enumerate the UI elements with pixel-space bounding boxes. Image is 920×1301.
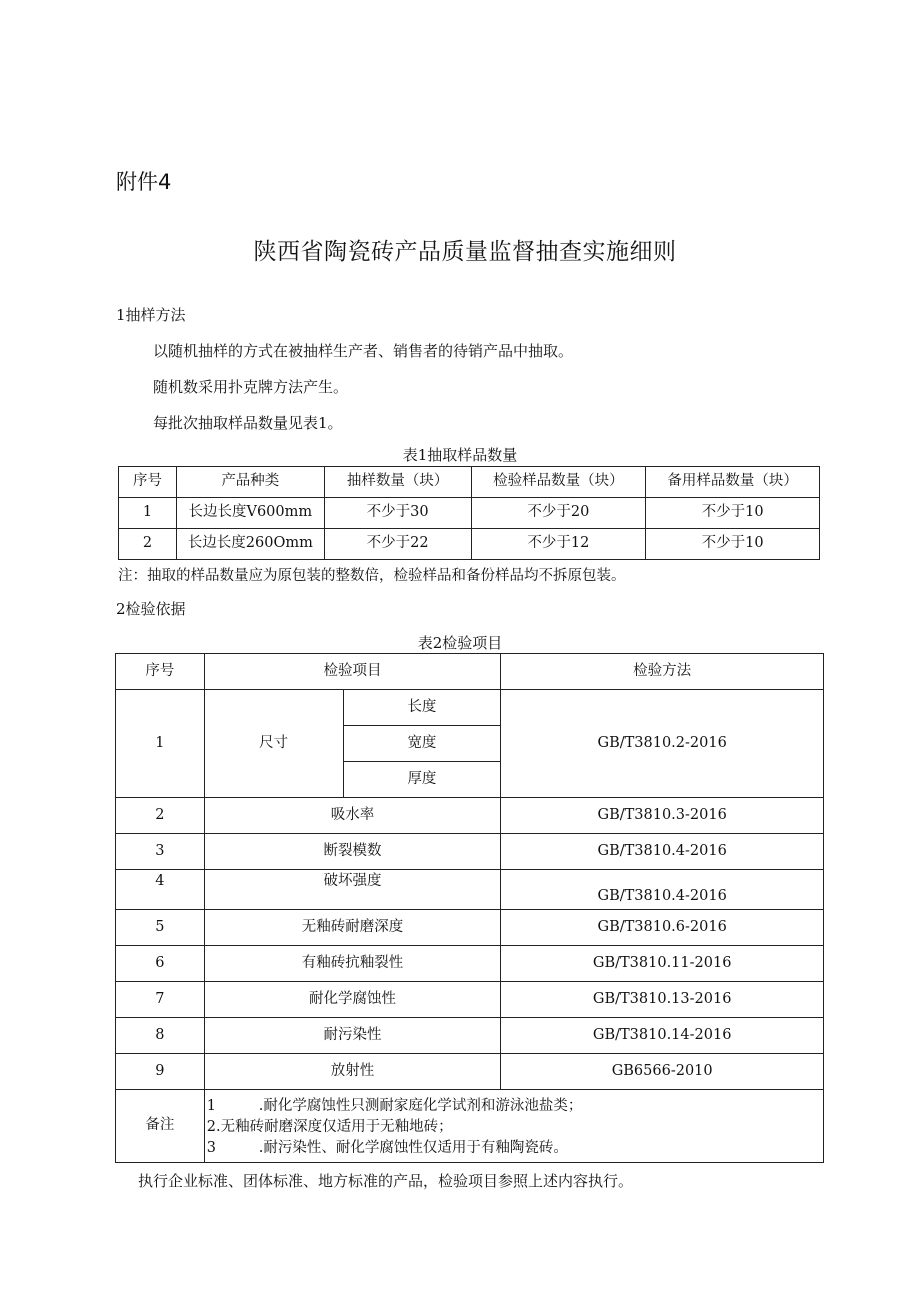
table-cell: 耐污染性 bbox=[204, 1018, 501, 1054]
table-row bbox=[116, 910, 824, 946]
remark-line bbox=[207, 1096, 823, 1117]
table-row bbox=[119, 529, 820, 560]
remark-text: .耐化学腐蚀性只测耐家庭化学试剂和游泳池盐类； bbox=[258, 1097, 583, 1114]
remark-line bbox=[207, 1138, 823, 1159]
table-cell: GB/T3810.11-2016 bbox=[501, 946, 824, 982]
table-row bbox=[116, 1054, 824, 1090]
table-cell: 不少于10 bbox=[646, 498, 820, 529]
table-cell: 不少于22 bbox=[324, 529, 471, 560]
table-cell: 1 bbox=[116, 690, 205, 798]
table-cell: 8 bbox=[116, 1018, 205, 1054]
table-cell: 不少于20 bbox=[471, 498, 646, 529]
table-cell: GB/T3810.4-2016 bbox=[501, 870, 824, 910]
table-cell: 长度 bbox=[343, 690, 501, 726]
header-cell: 产品种类 bbox=[176, 467, 324, 498]
remarks-label: 备注 bbox=[116, 1090, 205, 1163]
header-cell: 序号 bbox=[119, 467, 177, 498]
table-header-row bbox=[116, 654, 824, 690]
header-cell: 检验项目 bbox=[204, 654, 501, 690]
table-row bbox=[116, 834, 824, 870]
header-cell: 备用样品数量（块） bbox=[646, 467, 820, 498]
table-cell: 破坏强度 bbox=[204, 870, 501, 910]
remarks-row bbox=[116, 1090, 824, 1163]
table-cell: 宽度 bbox=[343, 726, 501, 762]
table-row bbox=[116, 690, 824, 726]
table-row bbox=[116, 982, 824, 1018]
sample-quantity-table bbox=[118, 466, 820, 560]
footer-text: 执行企业标准、团体标准、地方标准的产品，检验项目参照上述内容执行。 bbox=[138, 1172, 634, 1190]
table-cell: 9 bbox=[116, 1054, 205, 1090]
table-cell: 6 bbox=[116, 946, 205, 982]
document-title: 陕西省陶瓷砖产品质量监督抽查实施细则 bbox=[253, 239, 677, 265]
header-cell: 检验样品数量（块） bbox=[471, 467, 646, 498]
table-cell: 放射性 bbox=[204, 1054, 501, 1090]
table-row bbox=[119, 498, 820, 529]
inspection-items-table bbox=[115, 653, 824, 1163]
remarks-content bbox=[204, 1090, 823, 1163]
remark-text: .耐污染性、耐化学腐蚀性仅适用于有釉陶瓷砖。 bbox=[258, 1139, 568, 1156]
table-cell: 5 bbox=[116, 910, 205, 946]
table-cell: 厚度 bbox=[343, 762, 501, 798]
table1-caption: 表1抽取样品数量 bbox=[402, 446, 518, 464]
table-cell: 不少于10 bbox=[646, 529, 820, 560]
appendix-label: 附件4 bbox=[116, 170, 172, 194]
table-cell: 有釉砖抗釉裂性 bbox=[204, 946, 501, 982]
table-header-row bbox=[119, 467, 820, 498]
table-cell: 长边长度V600mm bbox=[176, 498, 324, 529]
header-cell: 抽样数量（块） bbox=[324, 467, 471, 498]
table-cell: 4 bbox=[116, 870, 205, 910]
table-cell: 2 bbox=[119, 529, 177, 560]
table-cell: 吸水率 bbox=[204, 798, 501, 834]
table-cell: GB/T3810.2-2016 bbox=[501, 690, 824, 798]
paragraph: 随机数采用扑克牌方法产生。 bbox=[153, 378, 349, 396]
table-cell: 7 bbox=[116, 982, 205, 1018]
table-cell: GB/T3810.6-2016 bbox=[501, 910, 824, 946]
section2-heading: 2检验依据 bbox=[116, 600, 186, 618]
header-cell: 序号 bbox=[116, 654, 205, 690]
table-cell: 断裂模数 bbox=[204, 834, 501, 870]
table-cell: 长边长度260Omm bbox=[176, 529, 324, 560]
table-cell: 不少于30 bbox=[324, 498, 471, 529]
remark-line bbox=[207, 1117, 823, 1138]
table-cell: GB/T3810.3-2016 bbox=[501, 798, 824, 834]
table-cell: 无釉砖耐磨深度 bbox=[204, 910, 501, 946]
table-cell: 尺寸 bbox=[204, 690, 343, 798]
table-row bbox=[116, 946, 824, 982]
remark-number: 3 bbox=[206, 1139, 216, 1156]
section1-heading: 1抽样方法 bbox=[116, 306, 186, 324]
table-cell: GB6566-2010 bbox=[501, 1054, 824, 1090]
table-cell: 2 bbox=[116, 798, 205, 834]
paragraph: 每批次抽取样品数量见表1。 bbox=[153, 414, 343, 432]
remark-text: 2.无釉砖耐磨深度仅适用于无釉地砖； bbox=[206, 1118, 453, 1135]
table-row bbox=[116, 870, 824, 910]
table-cell: 耐化学腐蚀性 bbox=[204, 982, 501, 1018]
remark-number: 1 bbox=[206, 1097, 216, 1114]
table1-note: 注：抽取的样品数量应为原包装的整数倍，检验样品和备份样品均不拆原包装。 bbox=[118, 568, 626, 584]
table-cell: 3 bbox=[116, 834, 205, 870]
table-row bbox=[116, 1018, 824, 1054]
table-cell: GB/T3810.14-2016 bbox=[501, 1018, 824, 1054]
table-cell: 不少于12 bbox=[471, 529, 646, 560]
table-cell: GB/T3810.13-2016 bbox=[501, 982, 824, 1018]
table-cell: GB/T3810.4-2016 bbox=[501, 834, 824, 870]
table-row bbox=[116, 798, 824, 834]
header-cell: 检验方法 bbox=[501, 654, 824, 690]
table-cell: 1 bbox=[119, 498, 177, 529]
paragraph: 以随机抽样的方式在被抽样生产者、销售者的待销产品中抽取。 bbox=[153, 342, 574, 360]
table2-caption: 表2检验项目 bbox=[417, 634, 503, 652]
